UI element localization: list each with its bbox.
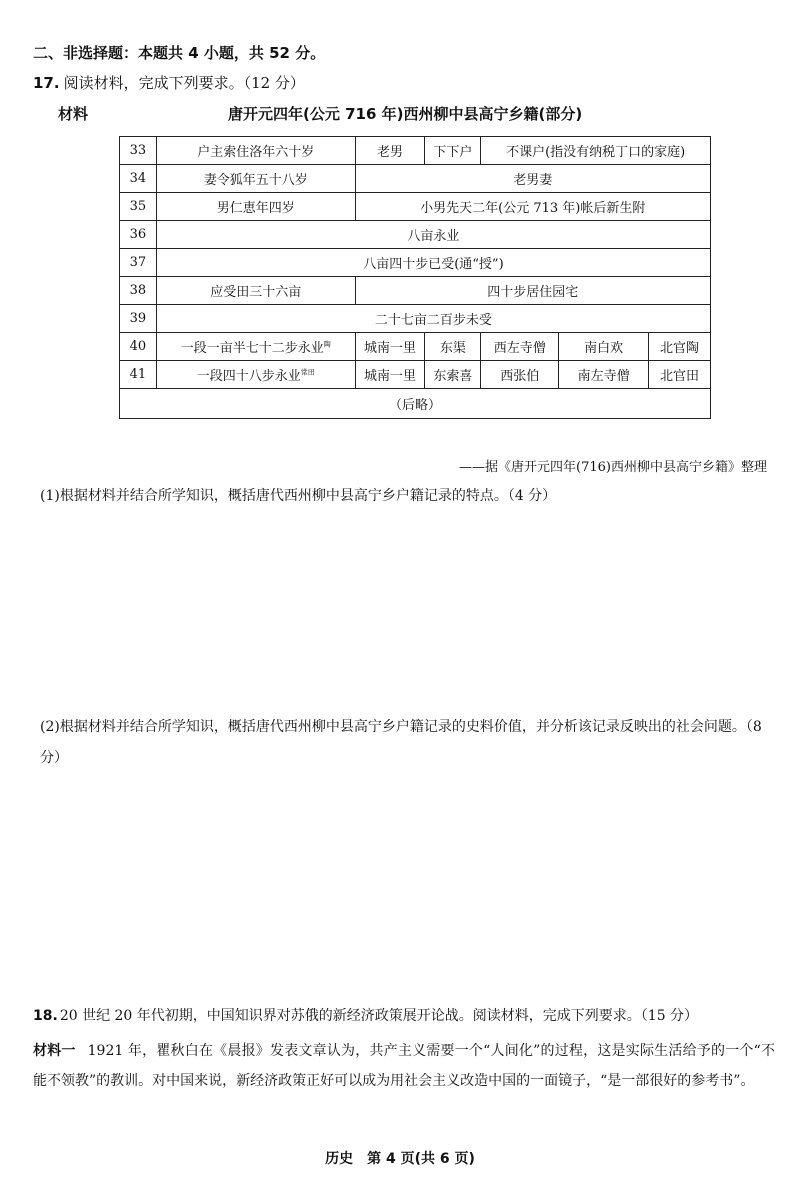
section-heading: 二、非选择题：本题共 4 小题，共 52 分。 — [33, 44, 326, 62]
table-cell: 下下户 — [425, 137, 481, 165]
table-cell: 妻令狐年五十八岁 — [156, 165, 355, 193]
table-cell: 应受田三十六亩 — [156, 277, 355, 305]
table-row — [120, 165, 711, 193]
table-cell: 户主索住洛年六十岁 — [156, 137, 355, 165]
question-17-sub-2: (2)根据材料并结合所学知识，概括唐代西州柳中县高宁乡户籍记录的史料价值，并分析该记录反映出的社会问题。（8 分） — [40, 719, 762, 766]
table-cell: 二十七亩二百步未受 — [156, 305, 710, 333]
table-caption: 唐开元四年(公元 716 年)西州柳中县高宁乡籍(部分) — [228, 105, 583, 123]
table-cell: 城南一里 — [355, 361, 425, 389]
question-17-sub-1: (1)根据材料并结合所学知识，概括唐代西州柳中县高宁乡户籍记录的特点。（4 分） — [40, 488, 557, 504]
table-row — [120, 221, 711, 249]
source-note: ——据《唐开元四年(716)西州柳中县高宁乡籍》整理 — [459, 460, 767, 475]
material-one-label: 材料一 — [33, 1043, 76, 1059]
row-number: 36 — [120, 221, 157, 249]
table-cell: 八亩永业 — [156, 221, 710, 249]
question-17-number: 17. — [33, 74, 60, 92]
table-row — [120, 277, 711, 305]
material-label: 材料 — [58, 105, 89, 123]
row-number: 33 — [120, 137, 157, 165]
cell-text: 一段一亩半七十二步永业 — [180, 341, 324, 356]
row-number: 38 — [120, 277, 157, 305]
omitted-note: （后略） — [120, 389, 711, 419]
table-cell: 西左寺僧 — [481, 333, 559, 361]
cell-annotation: 常田 — [300, 368, 315, 377]
row-number: 35 — [120, 193, 157, 221]
table-cell: 南左寺僧 — [559, 361, 649, 389]
page-footer: 历史 第 4 页(共 6 页) — [325, 1151, 475, 1167]
question-18-number: 18. — [33, 1008, 58, 1024]
material-one-text: 1921 年，瞿秋白在《晨报》发表文章认为，共产主义需要一个“人间化”的过程，这是实际生活给予的一个“不能不领教”的教训。对中国来说，新经济政策正好可以成为用社会主义改造中国的一面镜子，“是一部很好的参考书”。 — [33, 1043, 775, 1089]
row-number: 34 — [120, 165, 157, 193]
question-17-prompt: 阅读材料，完成下列要求。（12 分） — [63, 74, 305, 92]
table-cell: 北官陶 — [649, 333, 711, 361]
table-cell: 南白欢 — [559, 333, 649, 361]
question-18-title — [33, 1005, 783, 1025]
table-cell: 老男妻 — [355, 165, 710, 193]
table-row — [120, 389, 711, 419]
question-17-title — [33, 72, 305, 93]
table-cell: 城南一里 — [355, 333, 425, 361]
table-cell: 男仁恵年四岁 — [156, 193, 355, 221]
table-cell: 北官田 — [649, 361, 711, 389]
question-18-prompt: 20 世纪 20 年代初期，中国知识界对苏俄的新经济政策展开论战。阅读材料，完成下列要求。（15 分） — [59, 1008, 699, 1024]
question-18-material — [33, 1036, 775, 1096]
table-cell — [156, 333, 355, 361]
table-row — [120, 249, 711, 277]
table-cell: 八亩四十步已受(通“授”) — [156, 249, 710, 277]
table-cell — [156, 361, 355, 389]
table-row — [120, 333, 711, 361]
table-row — [120, 193, 711, 221]
table-row — [120, 361, 711, 389]
row-number: 41 — [120, 361, 157, 389]
table-cell: 老男 — [355, 137, 425, 165]
row-number: 40 — [120, 333, 157, 361]
table-row — [120, 305, 711, 333]
cell-text: 一段四十八步永业 — [196, 369, 301, 384]
table-row — [120, 137, 711, 165]
table-cell: 东索喜 — [425, 361, 481, 389]
table-cell: 小男先天二年(公元 713 年)帐后新生附 — [355, 193, 710, 221]
table-cell: 四十步居住园宅 — [355, 277, 710, 305]
household-register-table — [119, 136, 711, 419]
table-cell: 东渠 — [425, 333, 481, 361]
table-cell: 不课户(指没有纳税丁口的家庭) — [481, 137, 711, 165]
table-cell: 西张伯 — [481, 361, 559, 389]
row-number: 39 — [120, 305, 157, 333]
cell-annotation: 陶 — [323, 340, 331, 349]
row-number: 37 — [120, 249, 157, 277]
